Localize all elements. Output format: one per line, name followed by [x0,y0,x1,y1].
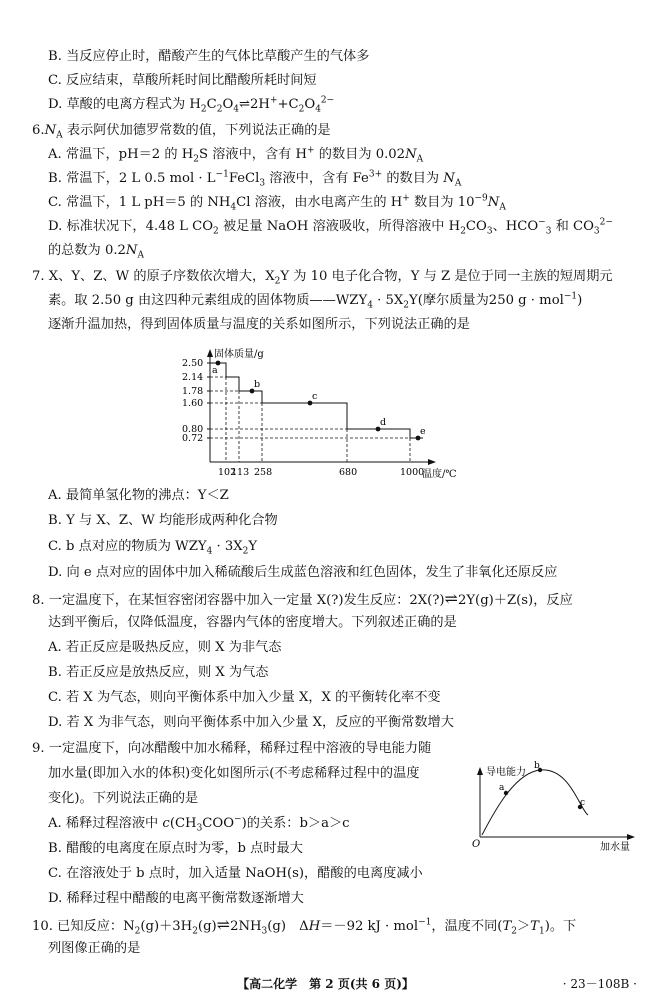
footer-page-info: 【高二化学 第 2 页(共 6 页)】 [237,977,414,991]
q5-option-b: B. 当反应停止时，醋酸产生的气体比草酸产生的气体多 [48,49,370,64]
chart1-ytick: 0.80 [182,424,204,435]
q6-option-b: B. 常温下，2 L 0.5 mol · $L^{-1}FeCl_3$ 溶液中，含有 $Fe^{3+}$ 的数目为 $N_A$ [48,169,462,189]
q5-option-d: D. 草酸的电离方程式为 $H_2C_2O_4\rightleftharpoons 2H^++C_2O_4^{2-}$ [48,95,335,115]
footer-code: · 23－108B · [562,977,637,991]
q10-stem-1: 10. 已知反应：$N_2(g)+3H_2(g)\rightleftharpoons 2NH_3(g)$ ΔH＝－92 kJ · mol$^{-1}$，温度不同$(T_2>T_1)$。下 [32,915,577,937]
chart1-xlabel: 温度/℃ [422,469,457,480]
q7-stem-2: 素。取 2.50 g 由这四种元素组成的固体物质$——WZY_4 \cdot 5X_2Y$(摩尔质量为250 g · mol$^{-1}$) [48,291,583,311]
chart1-ytick: 0.72 [182,433,204,444]
mass-temperature-chart [180,345,457,485]
chart2-ylabel: 导电能力 [486,767,526,778]
q8-option-d: D. 若 X 为非气态，则向平衡体系中加入少量 X，反应的平衡常数增大 [48,715,454,730]
q7-option-b: B. Y 与 X、Z、W 均能形成两种化合物 [48,513,278,528]
q8-option-c: C. 若 X 为气态，则向平衡体系中加入少量 X，X 的平衡转化率不变 [48,690,441,705]
q9-option-a: A. 稀释过程溶液中 $c(CH_3COO^-)$的关系：b＞a＞c [48,814,350,834]
q7-option-d: D. 向 e 点对应的固体中加入稀硫酸后生成蓝色溶液和红色固体，发生了非氧化还原反应 [48,565,558,580]
chart1-xtick: 102 [218,467,237,478]
q6-option-d: D. 标准状况下，4.48 L $CO_2$ 被足量 NaOH 溶液吸收，所得溶液中 $H_2CO_3$、$HCO^-_3$ 和 $CO_3^{2-}$ [48,217,613,237]
q6-option-c: C. 常温下，1 L pH＝5 的 $NH_4Cl$ 溶液，由水电离产生的 H+ 数目为 $10^{-9}N_A$ [48,193,506,213]
q5-option-c: C. 反应结束，草酸所耗时间比醋酸所耗时间短 [48,73,317,88]
q6-option-d-cont: 的总数为 $0.2N_A$ [48,243,144,261]
q9-option-c: C. 在溶液处于 b 点时，加入适量 NaOH(s)，醋酸的电离度减小 [48,866,423,881]
chart1-ytick: 2.50 [182,358,204,369]
chart1-xtick: 1000 [400,467,425,478]
chart1-point-label-c: c [312,391,318,402]
chart1-ylabel: 固体质量/g [214,349,264,360]
q8-option-a: A. 若正反应是吸热反应，则 X 为非气态 [48,640,282,655]
q9-stem-1: 9. 一定温度下，向冰醋酸中加水稀释，稀释过程中溶液的导电能力随 [32,741,432,756]
q8-stem-1: 8. 一定温度下，在某恒容密闭容器中加入一定量 X(?)发生反应：2X(?)⇌2Y(g)＋Z(s)，反应 [32,589,573,608]
chart2-xlabel: 加水量 [600,842,630,853]
point-a [504,791,508,795]
chart1-point-label-d: d [380,417,387,428]
q7-option-c: C. b 点对应的物质为 $WZY_4 \cdot 3X_2Y$ [48,539,258,557]
q8-option-b: B. 若正反应是放热反应，则 X 为气态 [48,665,269,680]
chart1-xtick: 680 [339,467,358,478]
q7-option-a: A. 最简单氢化物的沸点：Y＜Z [48,488,229,503]
q7-stem-3: 逐渐升温加热，得到固体质量与温度的关系如图所示，下列说法正确的是 [48,317,470,332]
chart1-xtick: 113 [231,467,250,478]
q10-stem-2: 列图像正确的是 [48,941,141,956]
equilibrium-arrow: ⇌ [238,97,251,112]
chart2-origin: O [472,839,481,850]
conductivity-curve [482,770,588,835]
chart1-ytick: 1.60 [182,398,204,409]
conductivity-chart [470,761,645,855]
point-a-label: a [499,783,505,793]
chart1-point-label-b: b [254,379,261,390]
q9-stem-2: 加水量(即加入水的体积)变化如图所示(不考虑稀释过程中的温度 [48,766,420,781]
q6-stem: $6.N_A$ 表示阿伏加德罗常数的值，下列说法正确的是 [32,123,331,141]
chart1-point-label-a: a [212,365,218,376]
chart1-xtick: 258 [254,467,273,478]
chart1-ytick: 2.14 [182,372,204,383]
q9-option-d: D. 稀释过程中醋酸的电离平衡常数逐渐增大 [48,891,304,906]
point-c-label: c [580,798,586,808]
q9-stem-3: 变化)。下列说法正确的是 [48,791,199,806]
q6-option-a: A. 常温下，pH＝2 的 $H_2S$ 溶液中，含有 H+ 的数目为 $0.02N_A$ [48,145,424,165]
point-b-label: b [534,761,540,771]
q8-stem-2: 达到平衡后，仅降低温度，容器内气体的密度增大。下列叙述正确的是 [48,615,457,630]
q7-stem-1: 7. X、Y、Z、W 的原子序数依次增大，$X_2Y$ 为 10 电子化合物，Y 与 Z 是位于同一主族的短周期元 [32,269,613,287]
chart1-point-label-e: e [420,426,426,437]
q9-option-b: B. 醋酸的电离度在原点时为零，b 点时最大 [48,841,303,856]
chart1-ytick: 1.78 [182,386,204,397]
